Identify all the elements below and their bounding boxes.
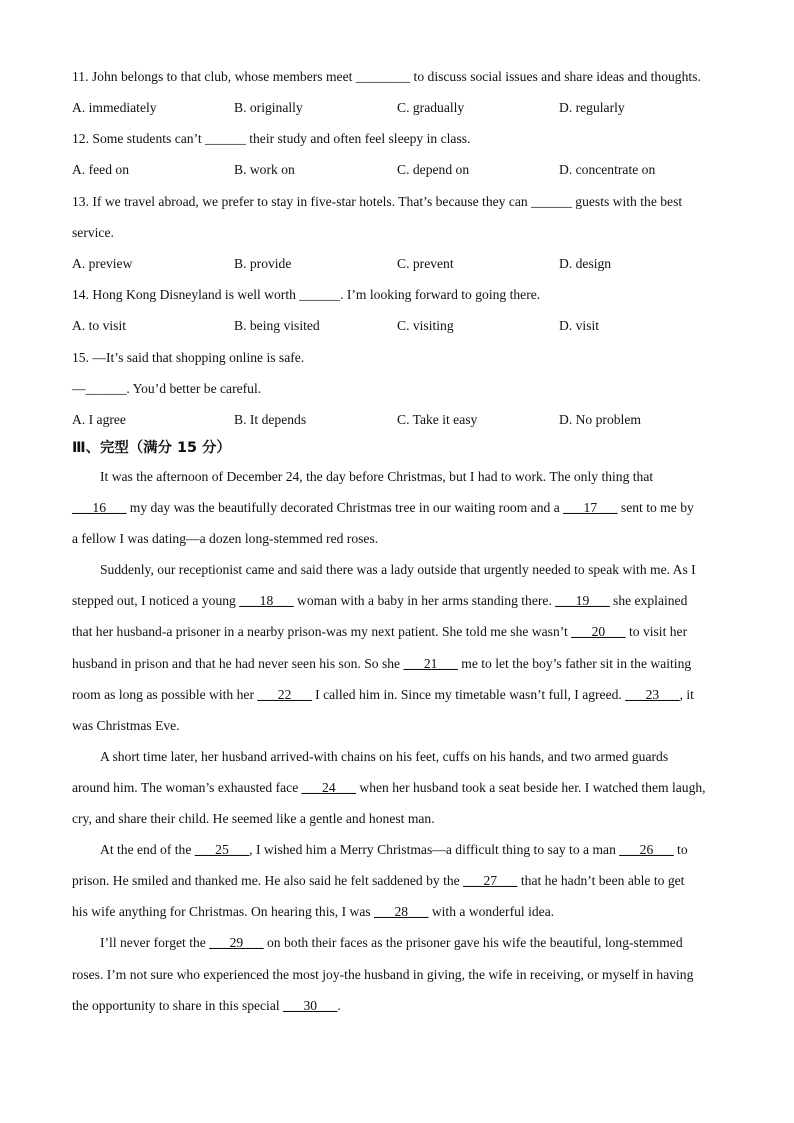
question-12-stem: 12. Some students can’t ______ their study and often feel sleepy in class. xyxy=(72,131,471,146)
blank-24: ___24___ xyxy=(301,779,357,795)
passage-line xyxy=(72,927,724,958)
option-b: B. being visited xyxy=(234,318,320,333)
blank-30: ___30___ xyxy=(283,997,338,1013)
passage-text: At the end of the xyxy=(100,842,195,858)
passage-text: when her husband took a seat beside her. I watched them laugh, xyxy=(356,779,706,795)
passage-text: with a wonderful idea. xyxy=(428,904,555,920)
blank-27: ___27___ xyxy=(463,873,518,889)
blank-23: ___23___ xyxy=(625,686,680,702)
question-13-options xyxy=(72,256,724,272)
option-a: A. immediately xyxy=(72,100,157,115)
passage-text: his wife anything for Christmas. On hearing this, I was xyxy=(72,904,375,920)
passage-text: I’ll never forget the xyxy=(100,935,210,951)
question-13-stem-continued: service. xyxy=(72,225,114,240)
passage-text: me to let the boy’s father sit in the waiting xyxy=(457,655,692,671)
option-b: B. work on xyxy=(234,162,295,177)
blank-25: ___25___ xyxy=(194,842,250,858)
passage-line xyxy=(72,616,724,647)
blank-18: ___18___ xyxy=(239,593,294,609)
passage-text: to visit her xyxy=(625,624,688,640)
option-b: B. It depends xyxy=(234,412,307,427)
option-a: A. feed on xyxy=(72,162,129,177)
blank-22: ___22___ xyxy=(257,686,312,702)
question-14-stem: 14. Hong Kong Disneyland is well worth ______. I’m looking forward to going there. xyxy=(72,287,541,302)
passage-text: I called him in. Since my timetable wasn’t full, I agreed. xyxy=(311,686,626,702)
question-11-stem: 11. John belongs to that club, whose members meet ________ to discuss social issues and share ideas and thoughts. xyxy=(72,69,701,84)
passage-line xyxy=(72,648,724,679)
option-b: B. originally xyxy=(234,100,303,115)
passage-line: It was the afternoon of December 24, the day before Christmas, but I had to work. The only thing that xyxy=(100,469,654,484)
passage-text: , it xyxy=(679,686,694,702)
passage-line: A short time later, her husband arrived-with chains on his feet, cuffs on his hands, and two armed guards xyxy=(100,748,669,764)
passage-line xyxy=(72,990,724,1021)
option-c: C. visiting xyxy=(397,318,454,333)
passage-line xyxy=(72,772,724,803)
passage-text: woman with a baby in her arms standing there. xyxy=(293,593,556,609)
question-15-options xyxy=(72,412,724,428)
option-a: A. to visit xyxy=(72,318,127,333)
blank-21: ___21___ xyxy=(403,655,458,671)
passage-text: sent to me by xyxy=(617,500,694,516)
blank-19: ___19___ xyxy=(555,593,610,609)
option-a: A. I agree xyxy=(72,412,126,427)
passage-text: that her husband-a prisoner in a nearby prison-was my next patient. She told me she wasn’t xyxy=(72,624,572,640)
passage-text: around him. The woman’s exhausted face xyxy=(72,779,302,795)
passage-text: prison. He smiled and thanked me. He also said he felt saddened by the xyxy=(72,873,464,889)
blank-17: ___17___ xyxy=(563,500,618,516)
passage-line xyxy=(72,865,724,896)
option-c: C. Take it easy xyxy=(397,412,478,427)
blank-29: ___29___ xyxy=(209,935,264,951)
option-d: D. concentrate on xyxy=(559,162,656,177)
section-title: Ⅲ、完型（满分 15 分） xyxy=(72,440,231,456)
passage-line xyxy=(72,585,724,616)
question-13-stem: 13. If we travel abroad, we prefer to stay in five-star hotels. That’s because they can ______ guests with the best xyxy=(72,194,683,209)
passage-text: on both their faces as the prisoner gave his wife the beautiful, long-stemmed xyxy=(263,935,683,951)
passage-text: room as long as possible with her xyxy=(72,686,258,702)
passage-line: Suddenly, our receptionist came and said there was a lady outside that urgently needed to speak with me. As I xyxy=(100,562,696,578)
passage-text: she explained xyxy=(609,593,688,609)
passage-line xyxy=(72,896,724,927)
question-15-stem-continued: —______. You’d better be careful. xyxy=(72,381,262,396)
passage-line xyxy=(72,679,724,710)
passage-line: roses. I’m not sure who experienced the most joy-the husband in giving, the wife in receiving, or myself in having xyxy=(72,966,694,982)
blank-26: ___26___ xyxy=(619,842,674,858)
option-d: D. No problem xyxy=(559,412,641,427)
option-b: B. provide xyxy=(234,256,292,271)
passage-text: , I wished him a Merry Christmas—a difficult thing to say to a man xyxy=(249,842,620,858)
blank-20: ___20___ xyxy=(571,624,626,640)
option-d: D. visit xyxy=(559,318,600,333)
passage-line: cry, and share their child. He seemed like a gentle and honest man. xyxy=(72,811,435,827)
passage-text: . xyxy=(337,997,341,1013)
question-11-options xyxy=(72,100,724,116)
option-d: D. regularly xyxy=(559,100,625,115)
passage-text: that he hadn’t been able to get xyxy=(517,873,685,889)
option-c: C. prevent xyxy=(397,256,454,271)
option-c: C. gradually xyxy=(397,100,465,115)
question-12-options xyxy=(72,162,724,178)
passage-line: was Christmas Eve. xyxy=(72,717,180,733)
option-a: A. preview xyxy=(72,256,133,271)
question-15-stem: 15. —It’s said that shopping online is safe. xyxy=(72,350,305,365)
passage xyxy=(72,461,724,1021)
passage-text: the opportunity to share in this special xyxy=(72,997,284,1013)
passage-line: a fellow I was dating—a dozen long-stemmed red roses. xyxy=(72,531,379,547)
blank-28: ___28___ xyxy=(374,904,429,920)
passage-text: to xyxy=(673,842,688,858)
option-c: C. depend on xyxy=(397,162,470,177)
passage-line xyxy=(72,492,724,523)
passage-text: my day was the beautifully decorated Christmas tree in our waiting room and a xyxy=(126,500,564,516)
passage-line xyxy=(72,834,724,865)
option-d: D. design xyxy=(559,256,612,271)
blank-16: ___16___ xyxy=(72,500,127,516)
passage-text: husband in prison and that he had never seen his son. So she xyxy=(72,655,404,671)
passage-text: stepped out, I noticed a young xyxy=(72,593,240,609)
question-14-options xyxy=(72,318,724,334)
